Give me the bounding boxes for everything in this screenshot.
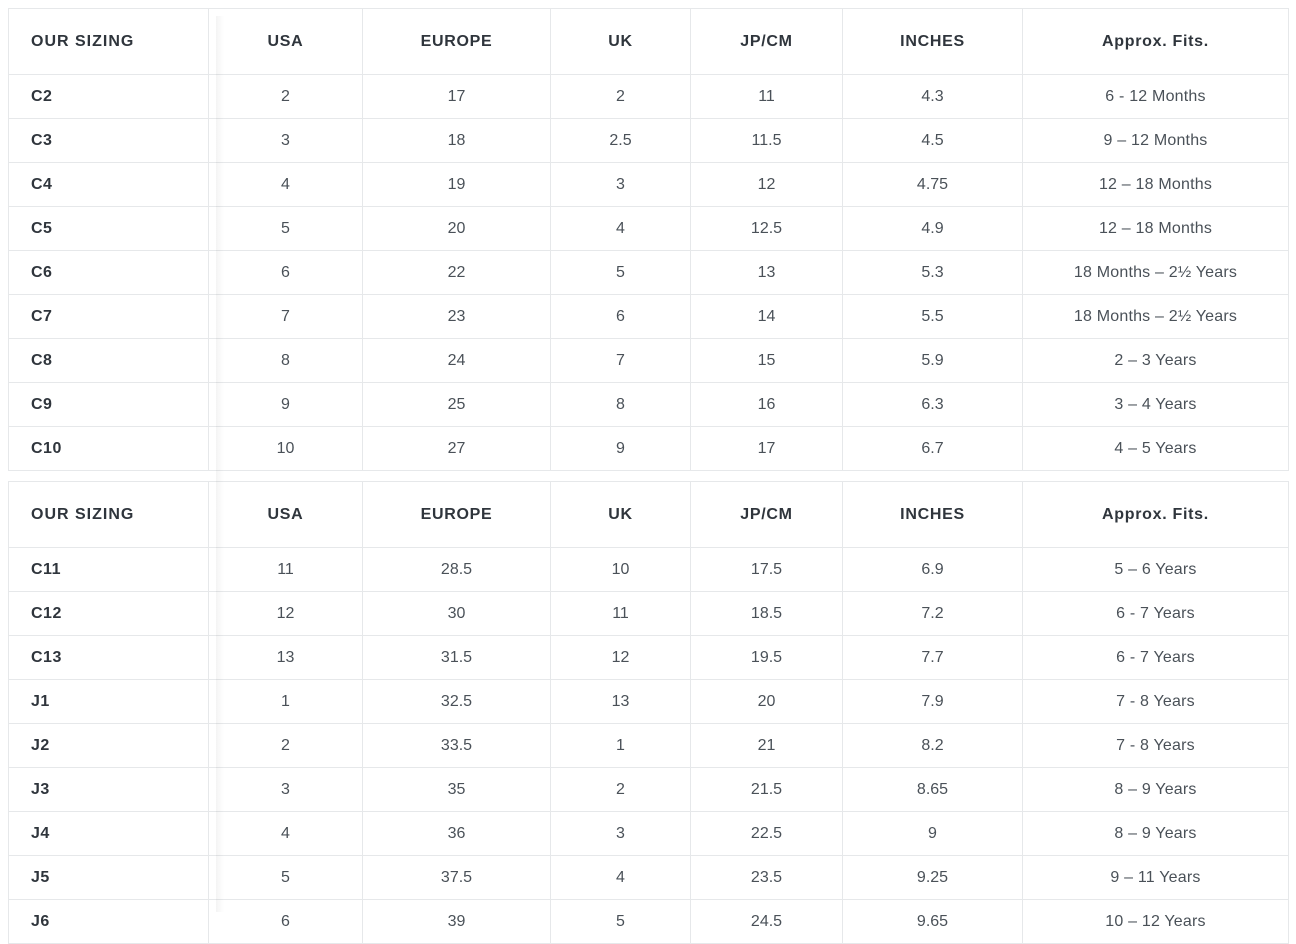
cell-col-usa: 8 (209, 339, 363, 383)
cell-col-eur: 24 (363, 339, 551, 383)
cell-col-in: 8.65 (843, 768, 1023, 812)
cell-col-uk: 4 (551, 207, 691, 251)
cell-col-fit: 7 - 8 Years (1023, 724, 1289, 768)
cell-col-uk: 5 (551, 251, 691, 295)
table-row (9, 636, 1289, 680)
cell-col-fit: 18 Months – 2½ Years (1023, 251, 1289, 295)
cell-col-uk: 2.5 (551, 119, 691, 163)
column-header-col-our: OUR SIZING (9, 482, 209, 548)
cell-col-jp: 17.5 (691, 548, 843, 592)
cell-col-usa: 5 (209, 856, 363, 900)
cell-col-jp: 23.5 (691, 856, 843, 900)
cell-col-in: 9.65 (843, 900, 1023, 944)
column-header-col-uk: UK (551, 482, 691, 548)
cell-col-in: 6.7 (843, 427, 1023, 471)
table-header-row (9, 482, 1289, 548)
cell-col-usa: 4 (209, 812, 363, 856)
cell-col-jp: 12.5 (691, 207, 843, 251)
cell-col-our: C3 (9, 119, 209, 163)
size-table-upper-body (9, 75, 1289, 471)
cell-col-eur: 17 (363, 75, 551, 119)
cell-col-eur: 33.5 (363, 724, 551, 768)
table-row (9, 383, 1289, 427)
table-header-row (9, 9, 1289, 75)
cell-col-our: C5 (9, 207, 209, 251)
cell-col-usa: 6 (209, 900, 363, 944)
cell-col-our: C10 (9, 427, 209, 471)
cell-col-our: C9 (9, 383, 209, 427)
cell-col-fit: 4 – 5 Years (1023, 427, 1289, 471)
cell-col-in: 4.9 (843, 207, 1023, 251)
cell-col-eur: 37.5 (363, 856, 551, 900)
cell-col-in: 4.5 (843, 119, 1023, 163)
cell-col-our: C13 (9, 636, 209, 680)
cell-col-uk: 6 (551, 295, 691, 339)
cell-col-our: C2 (9, 75, 209, 119)
cell-col-uk: 2 (551, 768, 691, 812)
cell-col-jp: 16 (691, 383, 843, 427)
cell-col-our: C4 (9, 163, 209, 207)
cell-col-in: 7.9 (843, 680, 1023, 724)
table-row (9, 592, 1289, 636)
column-header-col-in: INCHES (843, 482, 1023, 548)
table-row (9, 812, 1289, 856)
table-row (9, 768, 1289, 812)
cell-col-our: J6 (9, 900, 209, 944)
cell-col-fit: 3 – 4 Years (1023, 383, 1289, 427)
cell-col-in: 7.7 (843, 636, 1023, 680)
size-table-lower (8, 481, 1289, 944)
cell-col-in: 9.25 (843, 856, 1023, 900)
size-table-lower-head (9, 482, 1289, 548)
cell-col-uk: 10 (551, 548, 691, 592)
cell-col-usa: 5 (209, 207, 363, 251)
table-row (9, 339, 1289, 383)
cell-col-fit: 6 - 7 Years (1023, 592, 1289, 636)
column-header-col-eur: EUROPE (363, 482, 551, 548)
cell-col-jp: 22.5 (691, 812, 843, 856)
cell-col-in: 6.9 (843, 548, 1023, 592)
cell-col-our: J1 (9, 680, 209, 724)
cell-col-eur: 36 (363, 812, 551, 856)
column-header-col-uk: UK (551, 9, 691, 75)
cell-col-jp: 13 (691, 251, 843, 295)
cell-col-fit: 8 – 9 Years (1023, 812, 1289, 856)
cell-col-our: C11 (9, 548, 209, 592)
cell-col-in: 8.2 (843, 724, 1023, 768)
cell-col-fit: 6 - 7 Years (1023, 636, 1289, 680)
cell-col-uk: 3 (551, 163, 691, 207)
cell-col-uk: 7 (551, 339, 691, 383)
cell-col-usa: 3 (209, 768, 363, 812)
size-table-lower-body (9, 548, 1289, 944)
table-row (9, 427, 1289, 471)
table-row (9, 251, 1289, 295)
cell-col-usa: 1 (209, 680, 363, 724)
cell-col-jp: 12 (691, 163, 843, 207)
cell-col-our: C6 (9, 251, 209, 295)
cell-col-fit: 8 – 9 Years (1023, 768, 1289, 812)
cell-col-uk: 2 (551, 75, 691, 119)
cell-col-eur: 23 (363, 295, 551, 339)
cell-col-usa: 9 (209, 383, 363, 427)
cell-col-our: J5 (9, 856, 209, 900)
cell-col-eur: 18 (363, 119, 551, 163)
cell-col-jp: 17 (691, 427, 843, 471)
cell-col-usa: 2 (209, 724, 363, 768)
cell-col-uk: 11 (551, 592, 691, 636)
cell-col-usa: 7 (209, 295, 363, 339)
cell-col-uk: 5 (551, 900, 691, 944)
cell-col-fit: 2 – 3 Years (1023, 339, 1289, 383)
cell-col-eur: 19 (363, 163, 551, 207)
cell-col-in: 4.3 (843, 75, 1023, 119)
column-header-col-our: OUR SIZING (9, 9, 209, 75)
cell-col-jp: 20 (691, 680, 843, 724)
table-row (9, 900, 1289, 944)
column-header-col-fit: Approx. Fits. (1023, 9, 1289, 75)
cell-col-in: 9 (843, 812, 1023, 856)
cell-col-in: 5.5 (843, 295, 1023, 339)
cell-col-eur: 20 (363, 207, 551, 251)
column-header-col-usa: USA (209, 9, 363, 75)
cell-col-our: C8 (9, 339, 209, 383)
table-row (9, 207, 1289, 251)
cell-col-fit: 10 – 12 Years (1023, 900, 1289, 944)
table-row (9, 680, 1289, 724)
cell-col-our: J4 (9, 812, 209, 856)
cell-col-our: C12 (9, 592, 209, 636)
table-row (9, 724, 1289, 768)
cell-col-jp: 18.5 (691, 592, 843, 636)
cell-col-jp: 11 (691, 75, 843, 119)
column-header-col-jp: JP/CM (691, 9, 843, 75)
cell-col-usa: 10 (209, 427, 363, 471)
table-row (9, 856, 1289, 900)
cell-col-fit: 12 – 18 Months (1023, 163, 1289, 207)
cell-col-eur: 22 (363, 251, 551, 295)
cell-col-usa: 13 (209, 636, 363, 680)
cell-col-in: 5.9 (843, 339, 1023, 383)
cell-col-usa: 11 (209, 548, 363, 592)
cell-col-eur: 30 (363, 592, 551, 636)
cell-col-uk: 13 (551, 680, 691, 724)
cell-col-usa: 3 (209, 119, 363, 163)
size-table-upper-head (9, 9, 1289, 75)
cell-col-our: J3 (9, 768, 209, 812)
cell-col-fit: 9 – 11 Years (1023, 856, 1289, 900)
cell-col-uk: 12 (551, 636, 691, 680)
cell-col-eur: 27 (363, 427, 551, 471)
cell-col-in: 4.75 (843, 163, 1023, 207)
cell-col-usa: 2 (209, 75, 363, 119)
cell-col-eur: 35 (363, 768, 551, 812)
column-header-col-eur: EUROPE (363, 9, 551, 75)
cell-col-in: 6.3 (843, 383, 1023, 427)
cell-col-eur: 31.5 (363, 636, 551, 680)
cell-col-in: 5.3 (843, 251, 1023, 295)
cell-col-jp: 19.5 (691, 636, 843, 680)
cell-col-jp: 21.5 (691, 768, 843, 812)
cell-col-jp: 21 (691, 724, 843, 768)
cell-col-our: C7 (9, 295, 209, 339)
cell-col-fit: 5 – 6 Years (1023, 548, 1289, 592)
column-header-col-jp: JP/CM (691, 482, 843, 548)
cell-col-fit: 18 Months – 2½ Years (1023, 295, 1289, 339)
cell-col-uk: 8 (551, 383, 691, 427)
cell-col-jp: 14 (691, 295, 843, 339)
cell-col-our: J2 (9, 724, 209, 768)
tables-container (8, 8, 1288, 944)
cell-col-usa: 4 (209, 163, 363, 207)
table-row (9, 119, 1289, 163)
cell-col-uk: 4 (551, 856, 691, 900)
cell-col-eur: 28.5 (363, 548, 551, 592)
cell-col-jp: 15 (691, 339, 843, 383)
column-header-col-fit: Approx. Fits. (1023, 482, 1289, 548)
table-row (9, 75, 1289, 119)
column-header-col-usa: USA (209, 482, 363, 548)
cell-col-eur: 39 (363, 900, 551, 944)
cell-col-fit: 12 – 18 Months (1023, 207, 1289, 251)
cell-col-fit: 9 – 12 Months (1023, 119, 1289, 163)
cell-col-uk: 9 (551, 427, 691, 471)
table-row (9, 548, 1289, 592)
cell-col-usa: 12 (209, 592, 363, 636)
cell-col-uk: 3 (551, 812, 691, 856)
cell-col-fit: 6 - 12 Months (1023, 75, 1289, 119)
cell-col-jp: 11.5 (691, 119, 843, 163)
column-header-col-in: INCHES (843, 9, 1023, 75)
cell-col-uk: 1 (551, 724, 691, 768)
cell-col-usa: 6 (209, 251, 363, 295)
cell-col-jp: 24.5 (691, 900, 843, 944)
cell-col-in: 7.2 (843, 592, 1023, 636)
cell-col-eur: 25 (363, 383, 551, 427)
cell-col-fit: 7 - 8 Years (1023, 680, 1289, 724)
table-row (9, 295, 1289, 339)
table-row (9, 163, 1289, 207)
size-table-upper (8, 8, 1289, 471)
cell-col-eur: 32.5 (363, 680, 551, 724)
